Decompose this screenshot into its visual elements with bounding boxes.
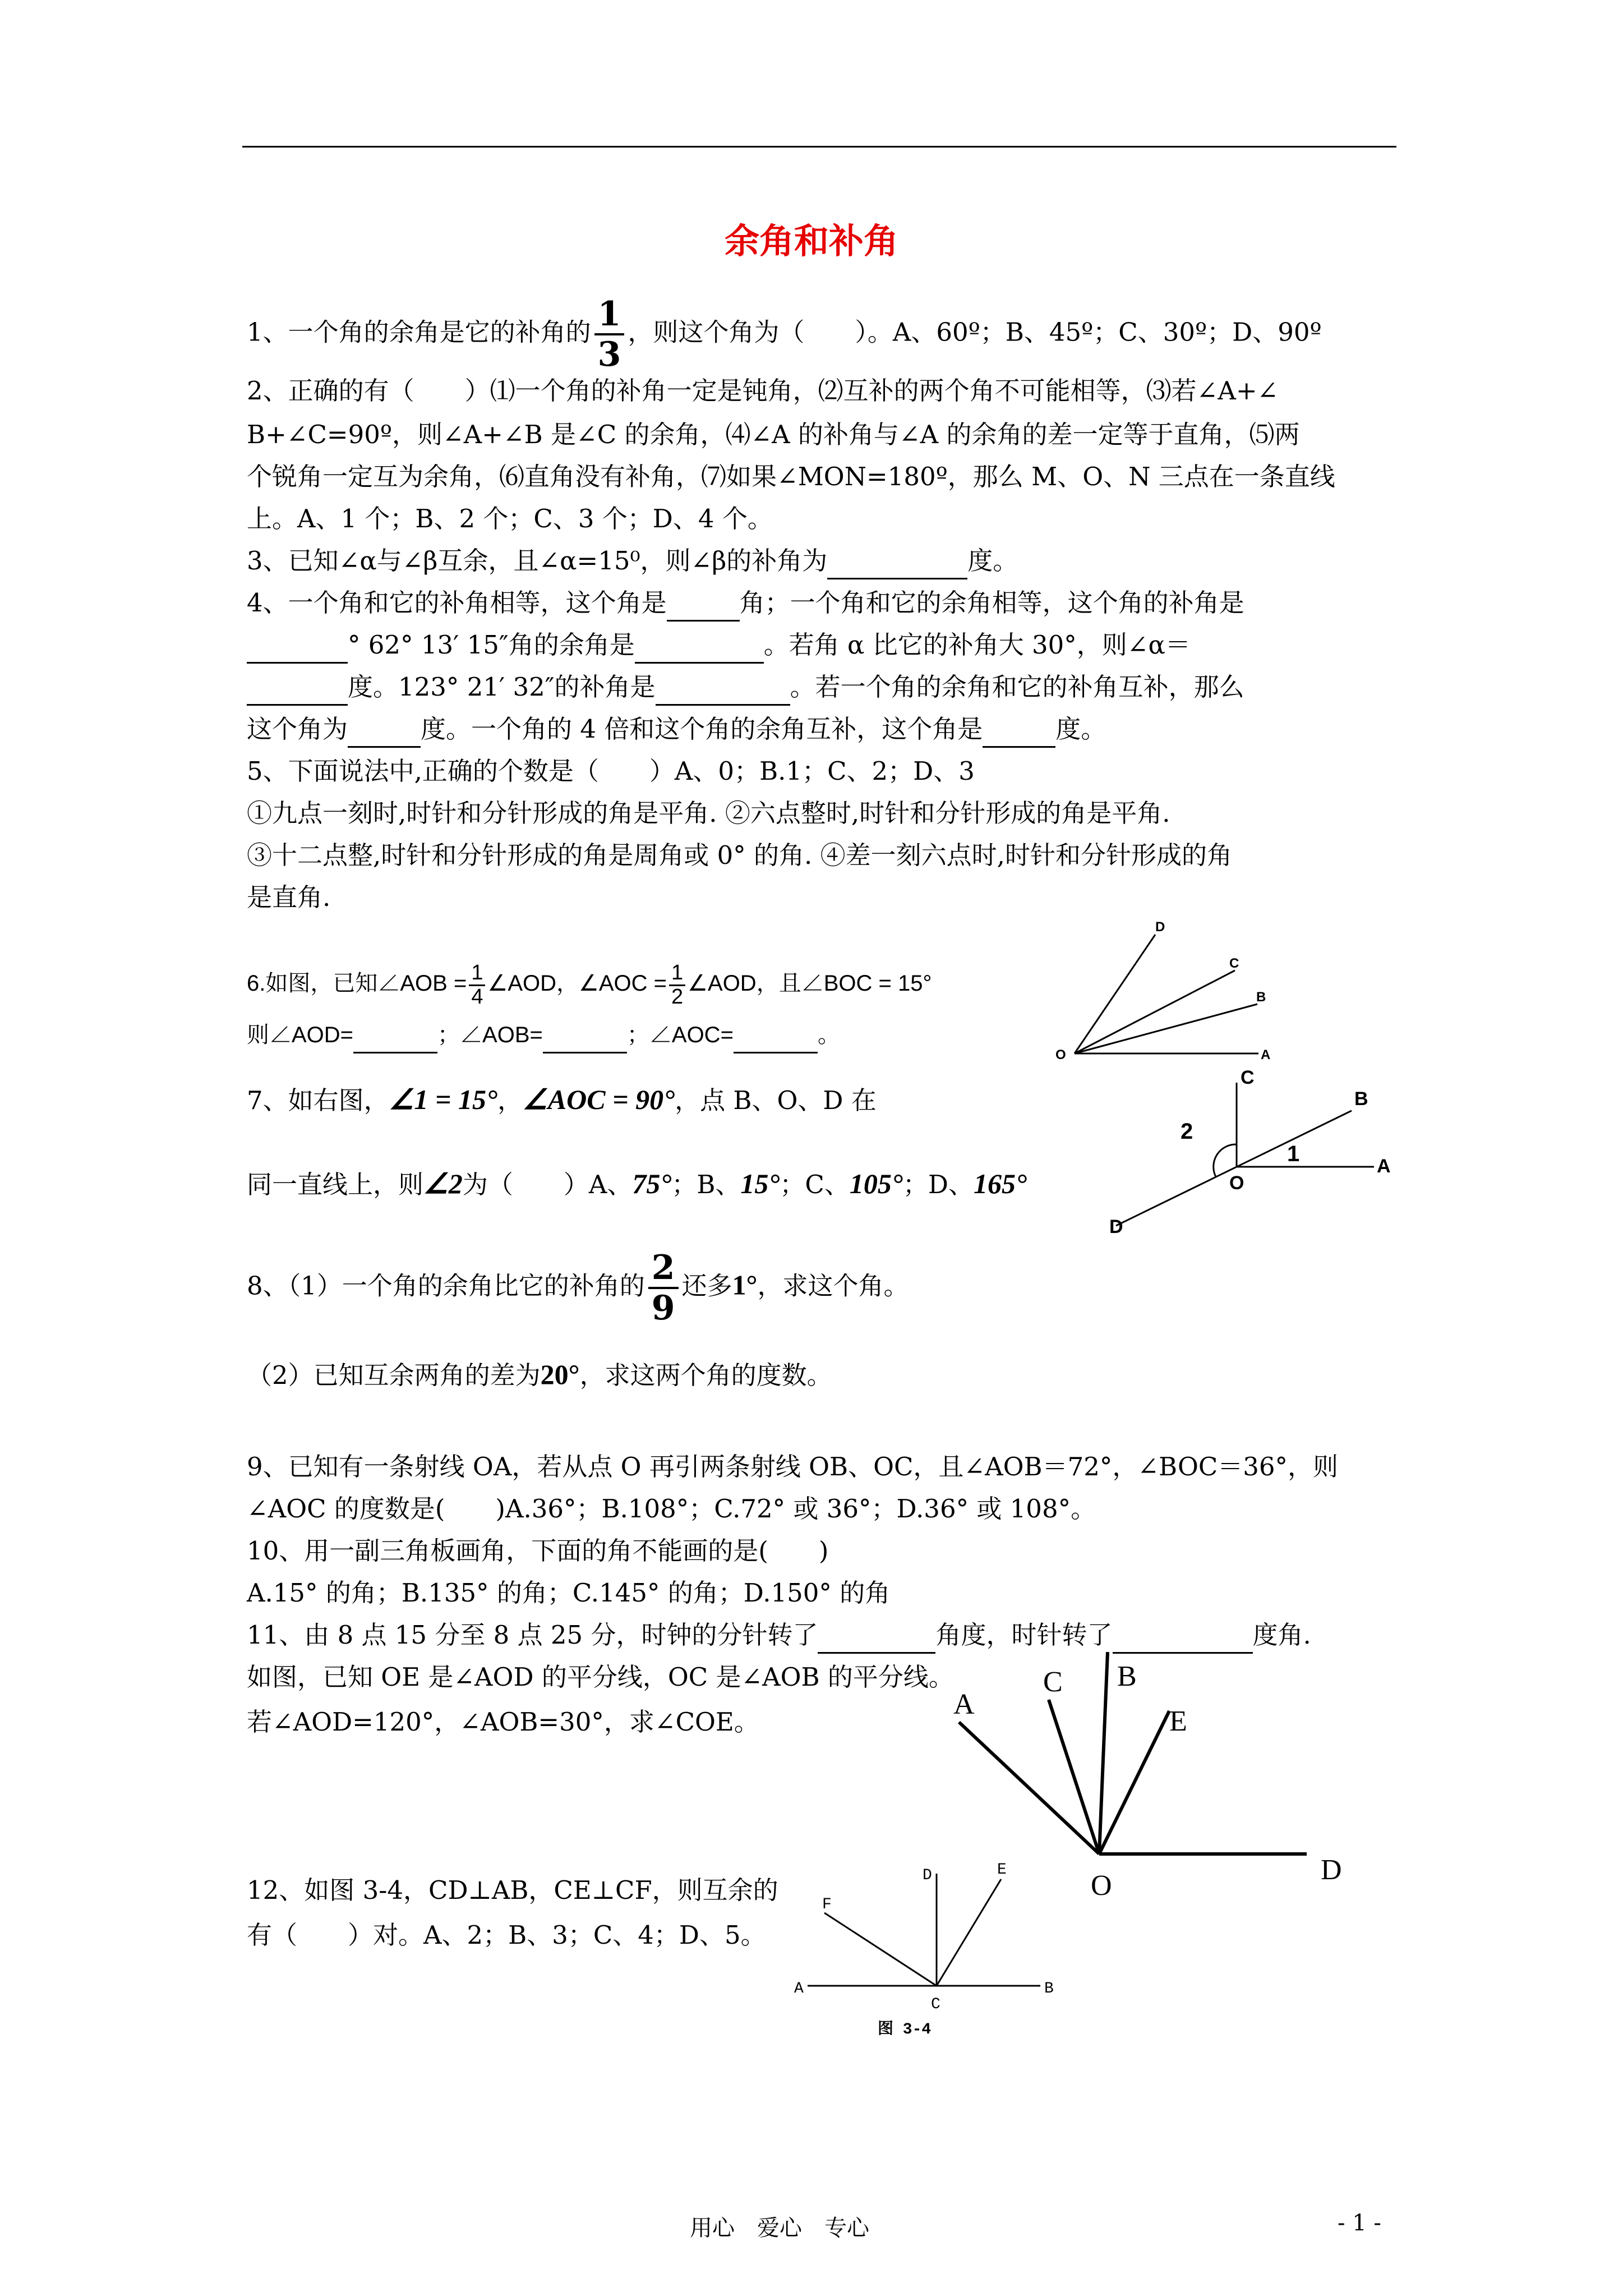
label-c: C (1229, 956, 1239, 971)
question-6-line-1: 6.如图，已知∠AOB = $\frac{1}{4}$ ∠AOD，∠AOC = $\frac{1}{2}$ ∠AOD，且∠BOC = 15° (247, 961, 932, 1009)
fraction-one-third: $\frac{1}{3}$ (594, 297, 625, 371)
question-10-line-1: 10、用一副三角板画角，下面的角不能画的是( ) (247, 1536, 829, 1566)
label-a: A (794, 1980, 804, 1998)
label-o: O (1229, 1172, 1244, 1194)
label-b: B (1256, 990, 1266, 1005)
answer-blank[interactable] (543, 1018, 627, 1053)
question-2-line-1: 2、正确的有（ ）⑴一个角的补角一定是钝角，⑵互补的两个角不可能相等，⑶若∠A+∠ (247, 376, 1279, 406)
answer-blank[interactable] (667, 586, 740, 622)
label-b: B (1044, 1980, 1054, 1998)
line-bd (1116, 1111, 1352, 1226)
ray-ce (937, 1879, 1001, 1986)
question-9-line-2: ∠AOC 的度数是( )A.36°；B.108°；C.72° 或 36°；D.36° 或 108°。 (247, 1494, 1096, 1524)
question-5-line-4: 是直角. (247, 882, 331, 912)
question-5-line-3: ③十二点整,时针和分针形成的角是周角或 0° 的角. ④差一刻六点时,时针和分针形成的角 (247, 840, 1232, 870)
label-e: E (1169, 1705, 1187, 1737)
question-12-line-1: 12、如图 3-4，CD⊥AB，CE⊥CF，则互余的 (247, 1875, 778, 1905)
fraction-two-ninths: $\frac{2}{9}$ (648, 1251, 679, 1325)
header-rule (242, 146, 1396, 148)
footer-motto: 用心 爱心 专心 (690, 2215, 869, 2241)
answer-blank[interactable] (827, 544, 967, 579)
question-5-line-1: 5、下面说法中,正确的个数是（ ）A、0；B.1；C、2；D、3 (247, 756, 975, 786)
question-7-line-1: 7、如右图，∠1 = 15°，∠AOC = 90°，点 B、O、D 在 (247, 1084, 877, 1115)
label-e: E (997, 1861, 1007, 1879)
figure-12-diagram (785, 1846, 1077, 2047)
label-c: C (1043, 1666, 1063, 1698)
label-a: A (1261, 1047, 1271, 1062)
label-d: D (1109, 1216, 1123, 1237)
question-4-line-3: 度。123° 21′ 32″的补角是 。若一个角的余角和它的补角互补，那么 (247, 670, 1244, 706)
question-5-line-2: ①九点一刻时,时针和分针形成的角是平角. ②六点整时,时针和分针形成的角是平角. (247, 798, 1170, 828)
label-d: D (1321, 1854, 1342, 1886)
question-2-line-2: B+∠C=90º，则∠A+∠B 是∠C 的余角，⑷∠A 的补角与∠A 的余角的差一定等于直角，⑸两 (247, 420, 1300, 449)
question-12-line-2: 有（ ）对。A、2；B、3；C、4；D、5。 (247, 1920, 766, 1950)
fraction-one-half: $\frac{1}{2}$ (669, 962, 685, 1007)
figure-7-diagram (1094, 1060, 1430, 1245)
question-4-line-2: ° 62° 13′ 15″角的余角是 。若角 α 比它的补角大 30°，则∠α＝ (247, 628, 1191, 664)
label-c: C (931, 1996, 940, 2013)
question-2-line-4: 上。A、1 个；B、2 个；C、3 个；D、4 个。 (247, 504, 773, 533)
label-b: B (1117, 1660, 1137, 1692)
question-8-part-2: （2）已知互余两角的差为20°，求这两个角的度数。 (247, 1359, 832, 1390)
ray-ob (1075, 1004, 1257, 1053)
label-d: D (923, 1867, 932, 1884)
label-b: B (1354, 1088, 1368, 1110)
label-d: D (1155, 919, 1165, 935)
question-10-line-2: A.15° 的角；B.135° 的角；C.145° 的角；D.150° 的角 (247, 1578, 891, 1608)
label-a: A (953, 1688, 975, 1720)
page-title: 余角和补角 (724, 220, 898, 261)
ray-oe (1099, 1711, 1169, 1854)
answer-blank[interactable] (348, 712, 421, 748)
answer-blank[interactable] (247, 628, 348, 664)
question-6-line-2: 则∠AOD= ；∠AOB= ；∠AOC= 。 (247, 1018, 840, 1053)
label-a: A (1377, 1156, 1391, 1177)
answer-blank[interactable] (247, 670, 348, 706)
page-number: - 1 - (1338, 2210, 1381, 2236)
figure-caption: 图 3-4 (878, 2021, 932, 2039)
answer-blank[interactable] (353, 1018, 437, 1053)
label-angle-1: 1 (1287, 1142, 1300, 1166)
question-11-line-3: 若∠AOD=120°，∠AOB=30°，求∠COE。 (247, 1707, 759, 1737)
answer-blank[interactable] (983, 712, 1055, 748)
question-11-line-2: 如图，已知 OE 是∠AOD 的平分线，OC 是∠AOB 的平分线。 (247, 1662, 954, 1692)
label-angle-2: 2 (1181, 1119, 1193, 1144)
question-7-line-2: 同一直线上，则∠2为（ ）A、75°；B、15°；C、105°；D、165° (247, 1168, 1027, 1199)
answer-blank[interactable] (656, 670, 790, 706)
question-11-line-1: 11、由 8 点 15 分至 8 点 25 分，时钟的分针转了 角度，时针转了 度角. (247, 1618, 1311, 1654)
figure-6-diagram (1054, 914, 1290, 1066)
ray-ob (1099, 1652, 1108, 1854)
answer-blank[interactable] (635, 628, 764, 664)
label-o: O (1055, 1047, 1066, 1062)
question-9-line-1: 9、已知有一条射线 OA，若从点 O 再引两条射线 OB、OC，且∠AOB＝72°，∠BOC＝36°，则 (247, 1452, 1339, 1481)
answer-blank[interactable] (818, 1618, 935, 1654)
fraction-one-quarter: $\frac{1}{4}$ (469, 962, 485, 1007)
ray-cf (824, 1913, 937, 1986)
question-4-line-4: 这个角为 度。一个角的 4 倍和这个角的余角互补，这个角是 度。 (247, 712, 1106, 748)
question-2-line-3: 个锐角一定互为余角，⑹直角没有补角，⑺如果∠MON=180º，那么 M、O、N 三点在一条直线 (247, 462, 1335, 491)
question-8-part-1: 8、（1）一个角的余角比它的补角的 $\frac{2}{9}$ 还多1°，求这个角。 (247, 1248, 909, 1328)
answer-blank[interactable] (734, 1018, 818, 1053)
label-c: C (1241, 1067, 1255, 1088)
question-4-line-1: 4、一个角和它的补角相等，这个角是 角；一个角和它的余角相等，这个角的补角是 (247, 586, 1244, 622)
label-f: F (822, 1896, 832, 1913)
ray-oc (1075, 970, 1235, 1053)
question-1: 1、一个角的余角是它的补角的 $\frac{1}{3}$ ，则这个角为（ ）。A、60º；B、45º；C、30º；D、90º (247, 295, 1322, 374)
question-3: 3、已知∠α与∠β互余，且∠α=15⁰，则∠β的补角为 度。 (247, 544, 1018, 579)
label-o: O (1091, 1870, 1112, 1902)
